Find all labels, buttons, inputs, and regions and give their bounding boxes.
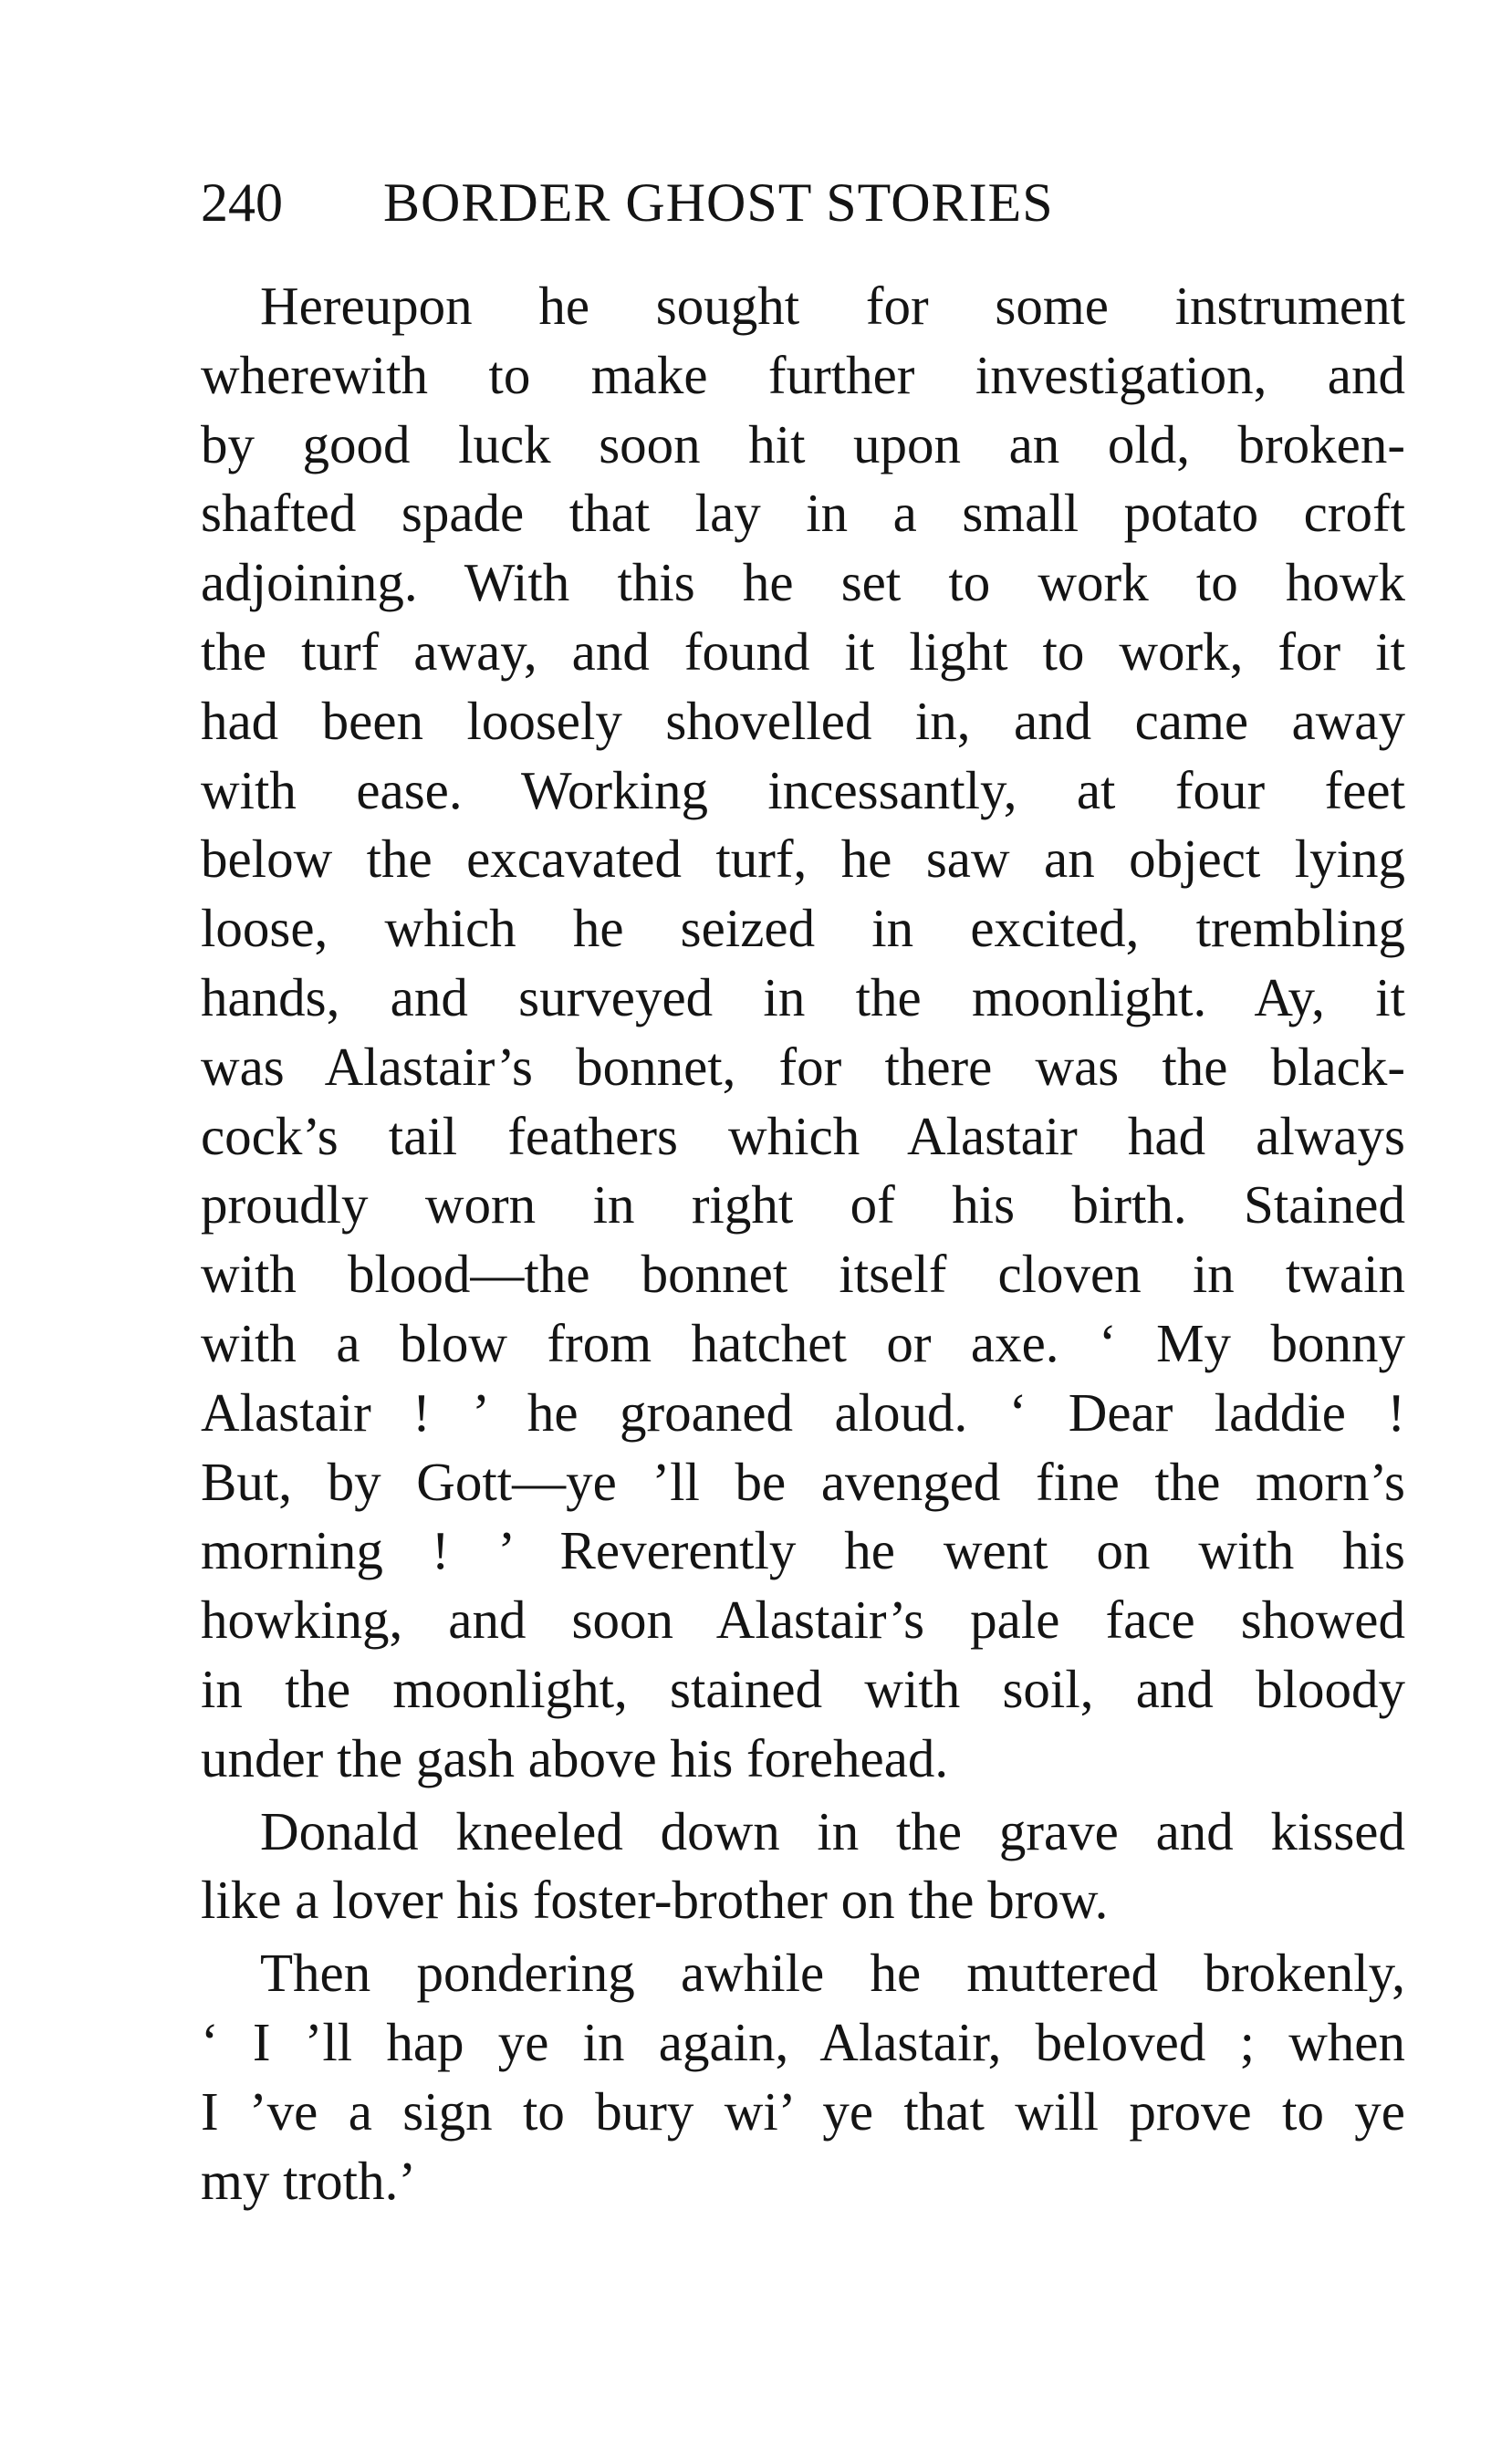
text-line: Donald kneeled down in the grave and kissed	[260, 1800, 1405, 1861]
text-line: shafted spade that lay in a small potato croft	[201, 483, 1405, 544]
text-line: with blood—the bonnet itself cloven in twain	[201, 1244, 1405, 1305]
paragraph-2	[201, 1798, 1405, 1936]
text-line: with ease. Working incessantly, at four feet	[201, 759, 1405, 820]
text-line: Hereupon he sought for some instrument	[260, 276, 1405, 336]
paragraph-1	[201, 272, 1405, 1794]
paragraph-3	[201, 1939, 1405, 2215]
text-line: morning ! ’ Reverently he went on with his	[201, 1520, 1405, 1581]
running-head	[201, 166, 1405, 239]
text-line: was Alastair’s bonnet, for there was the black-	[201, 1036, 1405, 1097]
text-line: I ’ve a sign to bury wi’ ye that will prove to ye	[201, 2080, 1405, 2142]
text-line: But, by Gott—ye ’ll be avenged fine the morn’s	[201, 1451, 1405, 1512]
text-line: in the moonlight, stained with soil, and bloody	[201, 1658, 1405, 1719]
text-line: proudly worn in right of his birth. Stained	[201, 1174, 1405, 1235]
text-line: adjoining. With this he set to work to howk	[201, 552, 1405, 613]
text-line: my troth.’	[201, 2150, 416, 2211]
page-number: 240	[201, 172, 283, 233]
text-line: below the excavated turf, he saw an object lying	[201, 829, 1405, 890]
text-line: like a lover his foster-brother on the brow.	[201, 1870, 1109, 1931]
text-line: howking, and soon Alastair’s pale face showed	[201, 1590, 1405, 1651]
text-line: with a blow from hatchet or axe. ‘ My bonny	[201, 1312, 1405, 1373]
text-line: wherewith to make further investigation, and	[201, 344, 1405, 405]
running-title: BORDER GHOST STORIES	[383, 172, 1054, 233]
text-line: Alastair ! ’ he groaned aloud. ‘ Dear laddie !	[201, 1381, 1405, 1443]
text-line: cock’s tail feathers which Alastair had always	[201, 1105, 1405, 1166]
text-line: by good luck soon hit upon an old, broken-	[201, 413, 1405, 474]
text-line: the turf away, and found it light to work, for it	[201, 620, 1405, 682]
body-text	[201, 272, 1405, 2215]
text-line: Then pondering awhile he muttered brokenly,	[260, 1943, 1405, 2004]
text-line: hands, and surveyed in the moonlight. Ay, it	[201, 966, 1405, 1027]
text-line: had been loosely shovelled in, and came away	[201, 690, 1405, 751]
text-line: ‘ I ’ll hap ye in again, Alastair, beloved ; when	[201, 2011, 1405, 2072]
text-line: loose, which he seized in excited, trembling	[201, 898, 1405, 959]
text-line: under the gash above his forehead.	[201, 1727, 949, 1788]
